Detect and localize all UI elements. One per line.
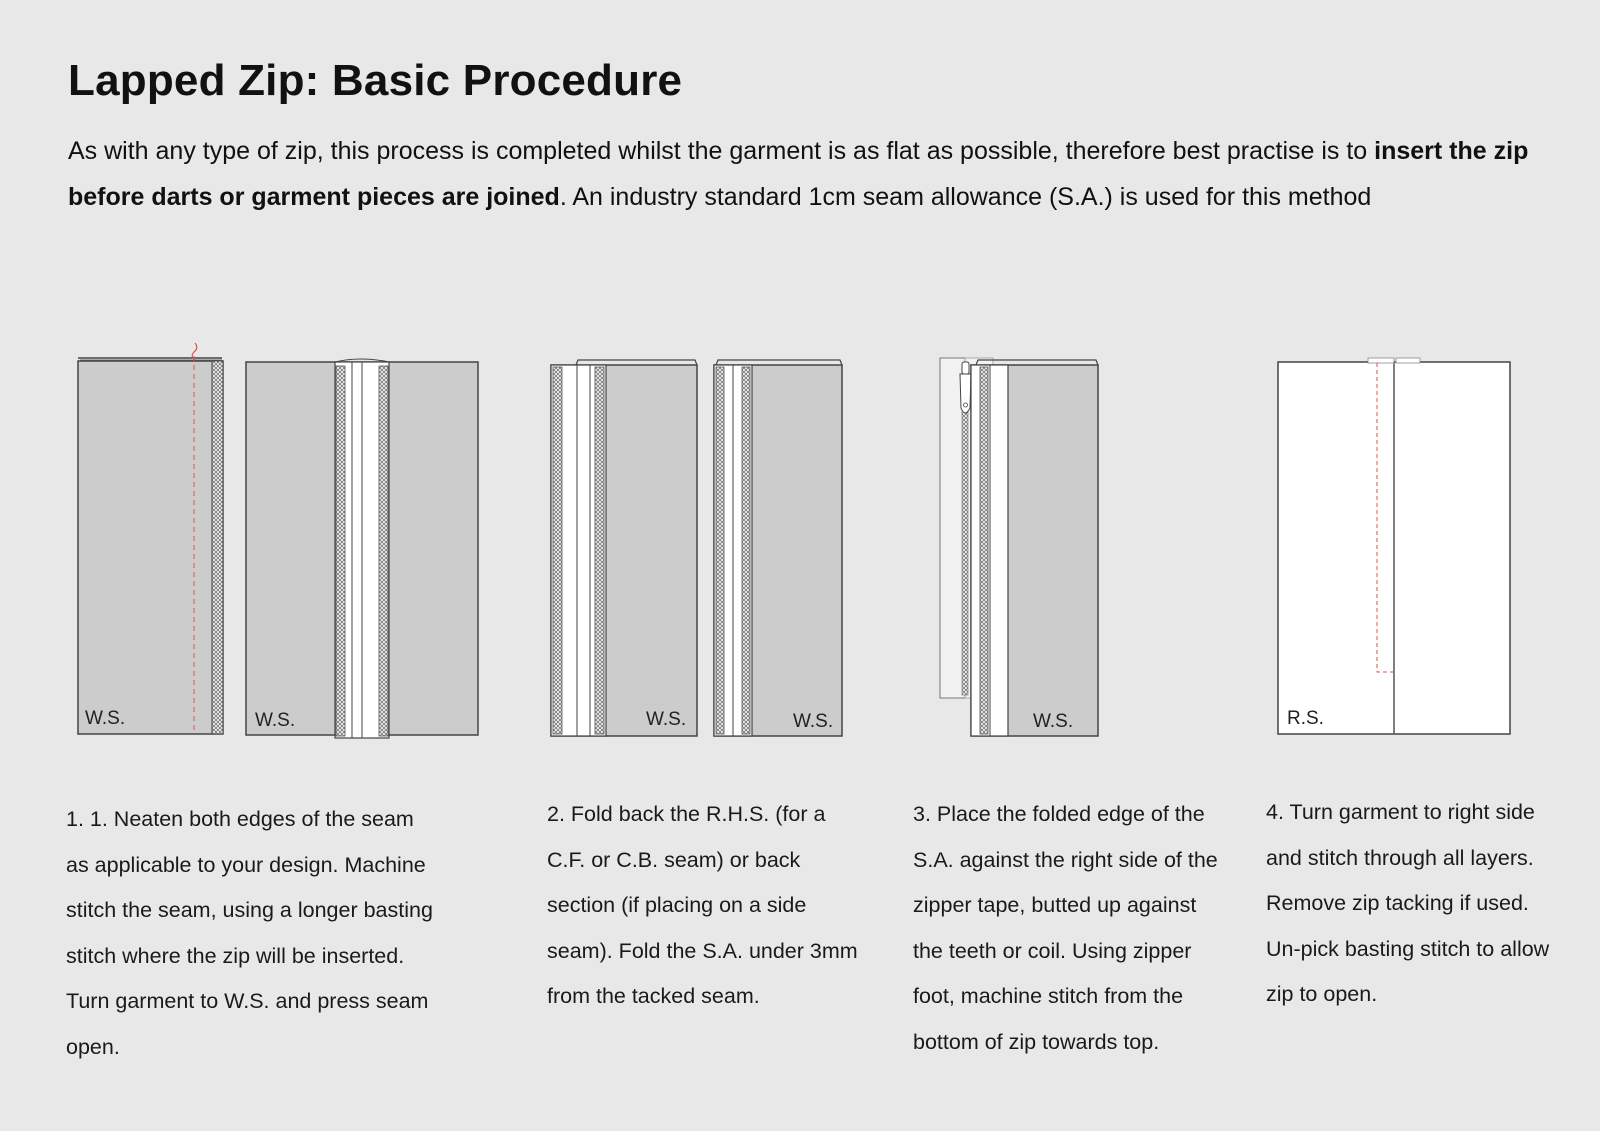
fabric-panel-stitched <box>971 360 1098 736</box>
page-title: Lapped Zip: Basic Procedure <box>68 56 683 105</box>
ws-label: W.S. <box>255 710 296 731</box>
fabric-panel-open <box>246 359 478 738</box>
intro-text-part2: . An industry standard 1cm seam allowance (S.A.) is used for this method <box>559 183 1372 211</box>
diagram-step-1 <box>78 343 478 738</box>
ws-label: W.S. <box>1033 711 1074 732</box>
diagram-step-3 <box>940 358 1098 736</box>
diagram-step-2 <box>551 360 842 736</box>
ws-label: W.S. <box>85 708 126 729</box>
diagram-step-4 <box>1278 358 1510 734</box>
intro-text-bold: insert the zip before darts or garment pieces are joined <box>68 137 1529 211</box>
zipper-teeth <box>962 375 968 695</box>
zipper-pull-icon <box>960 362 971 413</box>
fabric-panel-left-folded <box>551 360 697 736</box>
rs-label: R.S. <box>1287 708 1324 729</box>
fabric-panel-left <box>78 343 223 734</box>
intro-text-part1: As with any type of zip, this process is completed whilst the garment is as flat as possible, therefore best practise is to <box>68 137 1375 165</box>
step-2-text: 2. Fold back the R.H.S. (for a C.F. or C.B. seam) or back section (if placing on a side seam). Fold the S.A. under 3mm from the tacked seam. <box>547 802 858 1009</box>
step-4-text: 4. Turn garment to right side and stitch through all layers. Remove zip tacking if used. Un-pick basting stitch to allow zip to open. <box>1266 800 1550 1007</box>
step-3-text: 3. Place the folded edge of the S.A. against the right side of the zipper tape, butted up against the teeth or coil. Using zipper foot, machine stitch from the bottom of zip towards top. <box>913 802 1218 1054</box>
ws-label: W.S. <box>793 711 834 732</box>
step-1-text: 1. 1. Neaten both edges of the seam as applicable to your design. Machine stitch the seam, using a longer basting stitch where the zip will be inserted. Turn garment to W.S. and press seam open. <box>66 807 433 1059</box>
fabric-panel-right-folded <box>714 360 842 736</box>
ws-label: W.S. <box>646 709 687 730</box>
